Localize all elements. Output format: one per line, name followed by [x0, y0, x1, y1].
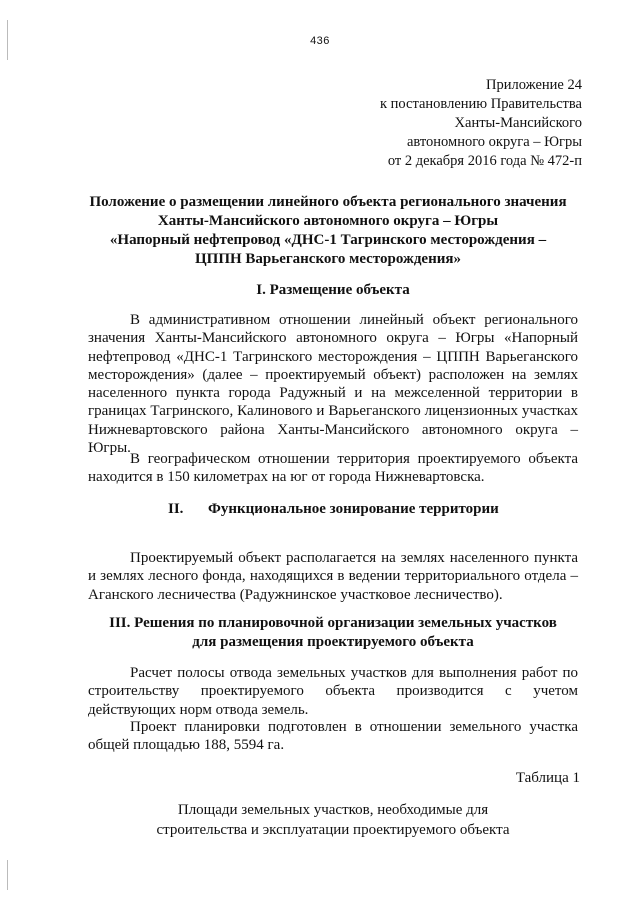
appendix-line: Приложение 24 — [486, 77, 582, 93]
section-1-paragraph-2 — [88, 450, 578, 487]
section-2-paragraph-1 — [88, 549, 578, 604]
table-label: Таблица 1 — [515, 770, 580, 786]
table-title-line: строительства и эксплуатации проектируемого объекта — [156, 822, 510, 838]
title-line: «Напорный нефтепровод «ДНС-1 Тагринского месторождения – — [109, 232, 547, 248]
title-line: Ханты-Мансийского автономного округа – Югры — [157, 213, 499, 229]
paragraph-text: Расчет полосы отвода земельных участков для выполнения работ по строительству проектируемого объекта производится с учетом действующих норм отвода земель. — [88, 665, 578, 718]
table-title — [88, 800, 578, 840]
section-2-heading — [168, 501, 499, 518]
paragraph-text: В административном отношении линейный объект регионального значения Ханты-Мансийского автономного округа – Югры «Напорный нефтепровод «ДНС-1 Тагринского месторождения – ЦППН Варьеганского месторождения» (далее – проектируемый объект) расположен на землях населенного пункта города Радужный и на межселенной территории в границах Тагринского, Калинового и Варьеганского лицензионных участках Нижневартовского района Ханты-Мансийского автономного округа – Югры. — [88, 312, 578, 457]
document-title — [78, 193, 578, 269]
section-2-title: Функциональное зонирование территории — [208, 501, 499, 517]
appendix-line: Ханты-Мансийского — [454, 115, 582, 131]
title-line: Положение о размещении линейного объекта регионального значения — [89, 194, 567, 210]
appendix-line: от 2 декабря 2016 года № 472-п — [387, 153, 582, 169]
section-2-number: II. — [168, 501, 184, 517]
section-3-paragraph-1 — [88, 664, 578, 719]
paragraph-text: В географическом отношении территория проектируемого объекта находится в 150 километрах на юг от города Нижневартовска. — [88, 451, 578, 486]
table-title-line: Площади земельных участков, необходимые для — [177, 802, 489, 818]
section-3-heading-line: для размещения проектируемого объекта — [192, 634, 474, 650]
page-number: 436 — [310, 35, 330, 47]
paragraph-text: Проектируемый объект располагается на землях населенного пункта и землях лесного фонда, находящихся в ведении территориального отдела – Аганского лесничества (Радужнинское участковое лесничество). — [88, 550, 578, 603]
paragraph-text: Проект планировки подготовлен в отношении земельного участка общей площадью 188, 5594 га. — [88, 719, 578, 754]
appendix-line: автономного округа – Югры — [406, 134, 582, 150]
appendix-line: к постановлению Правительства — [380, 96, 582, 112]
section-1-paragraph-1 — [88, 311, 578, 457]
scan-margin-line — [7, 860, 8, 890]
section-3-heading-line: III. Решения по планировочной организации земельных участков — [109, 615, 557, 631]
section-3-heading — [88, 614, 578, 652]
appendix-header — [380, 76, 582, 171]
section-1-heading: I. Размещение объекта — [256, 282, 410, 298]
title-line: ЦППН Варьеганского месторождения» — [195, 251, 461, 267]
section-3-paragraph-2 — [88, 718, 578, 755]
